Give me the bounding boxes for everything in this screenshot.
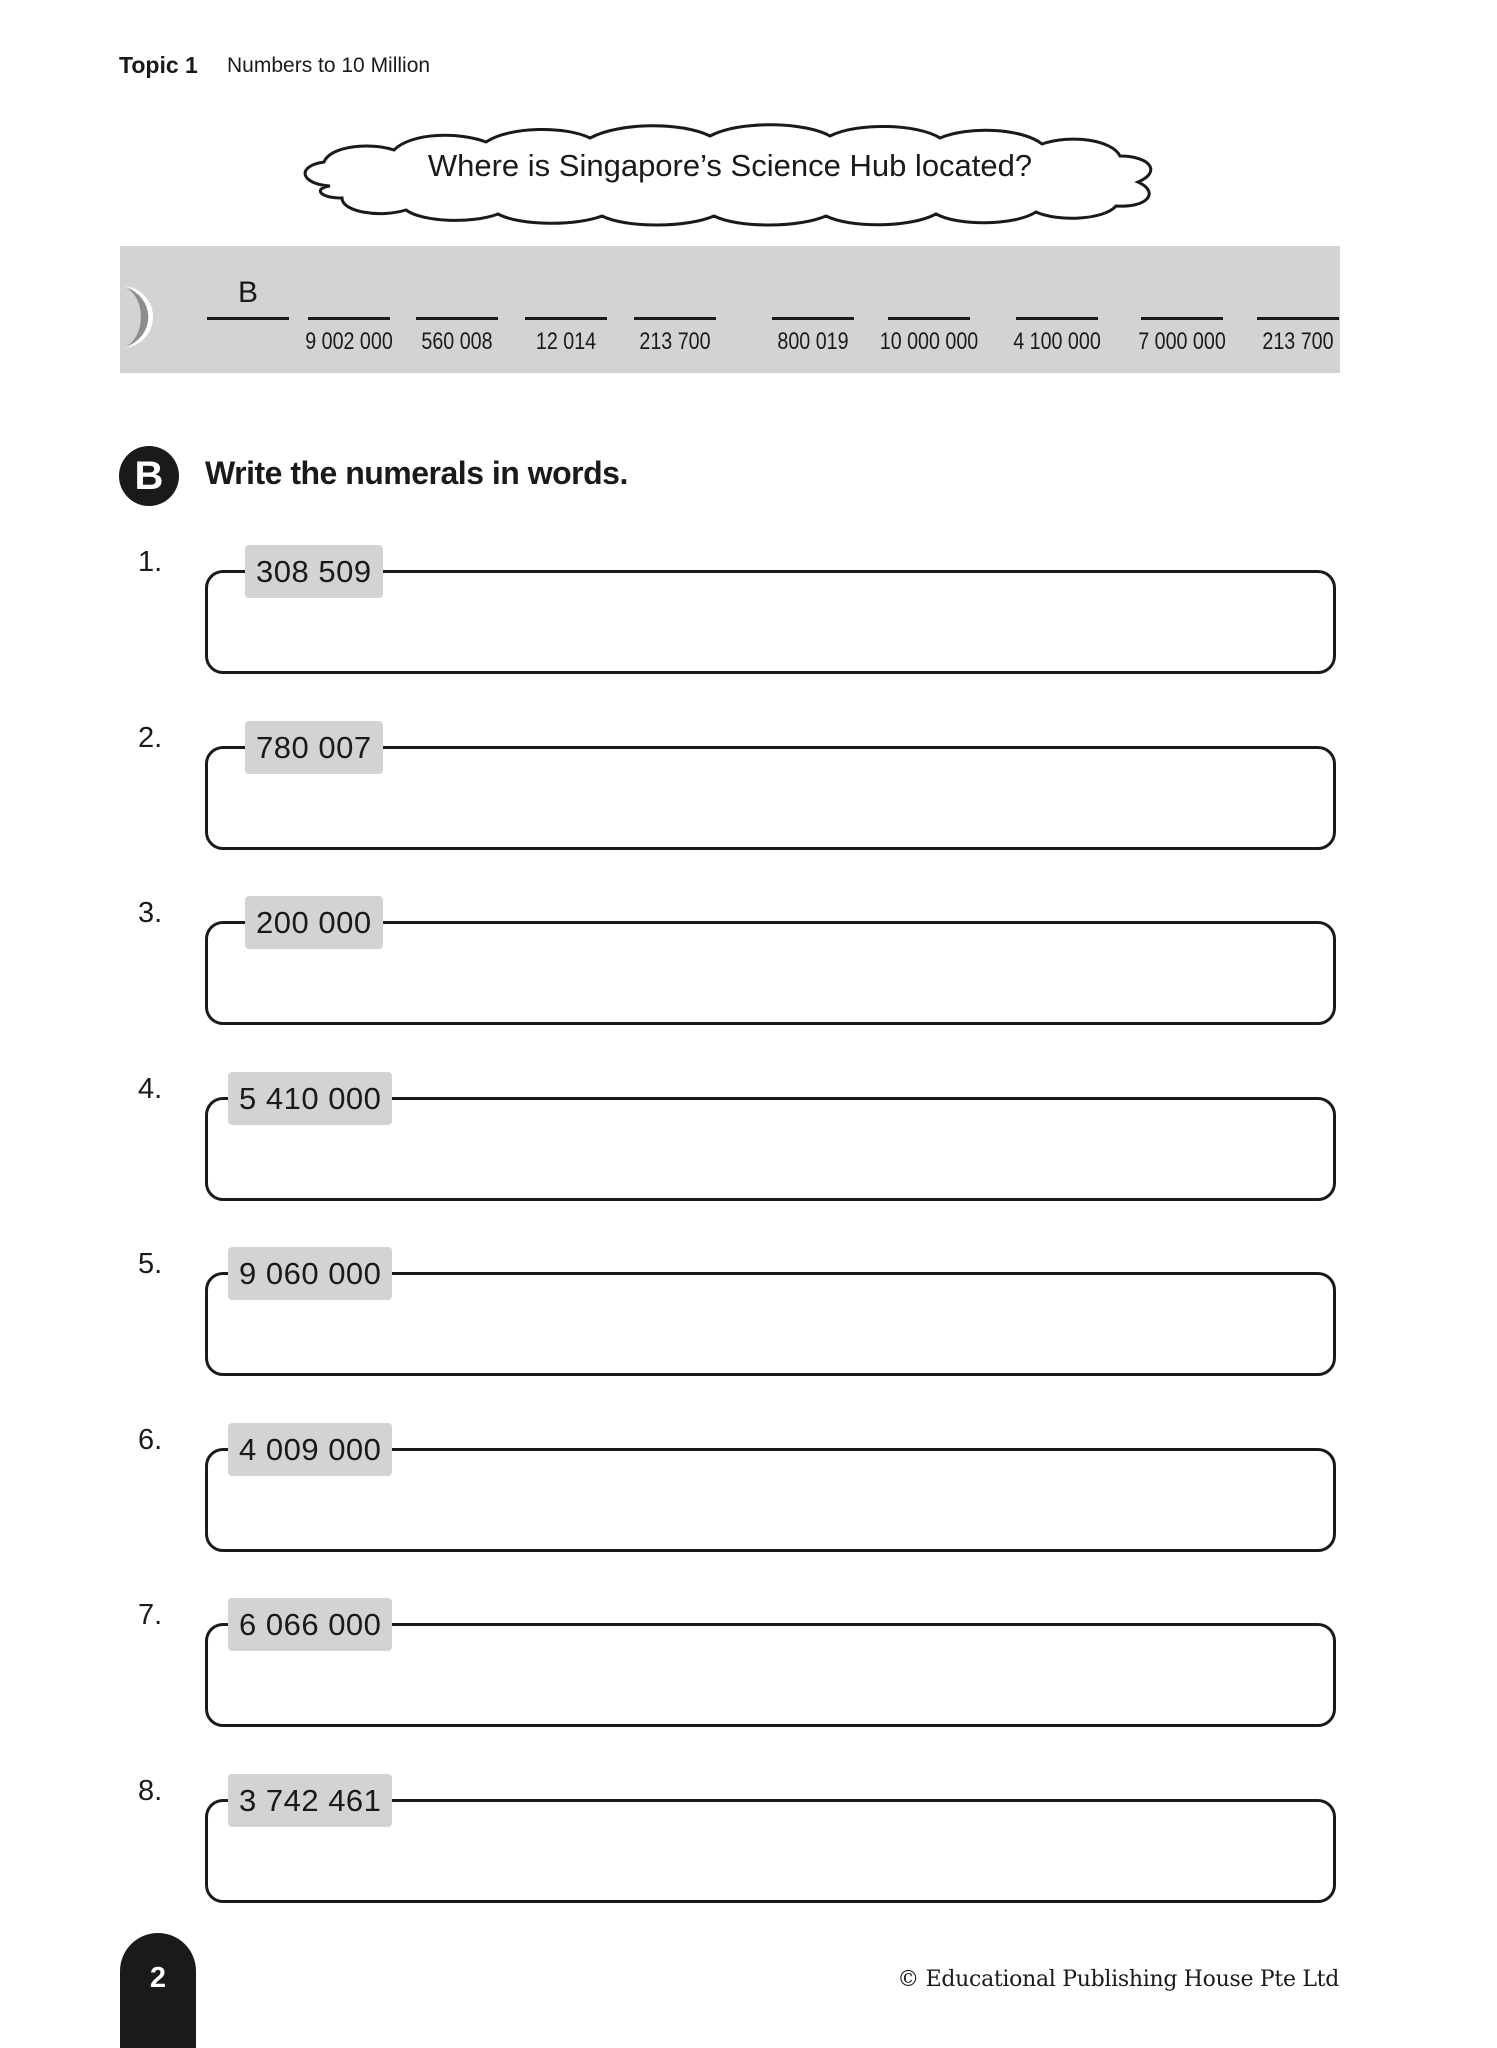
answer-blank[interactable]	[634, 317, 716, 320]
blank-number: 9 002 000	[305, 328, 393, 355]
numeral-label: 6 066 000	[228, 1598, 392, 1651]
numeral-label: 200 000	[245, 896, 383, 949]
question-number: 6.	[138, 1423, 163, 1456]
section-badge: B	[119, 446, 179, 506]
blank-number: 7 000 000	[1138, 328, 1226, 355]
answer-blank[interactable]	[1257, 317, 1339, 320]
blank-number: 213 700	[1262, 328, 1334, 355]
blank-number: 800 019	[777, 328, 849, 355]
numeral-label: 4 009 000	[228, 1423, 392, 1476]
numeral-label: 308 509	[245, 545, 383, 598]
question-number: 1.	[138, 546, 163, 578]
answer-blank[interactable]	[1016, 317, 1098, 320]
blank-number: 10 000 000	[879, 328, 979, 355]
answer-blank[interactable]	[308, 317, 390, 320]
copyright: © Educational Publishing House Pte Ltd	[897, 1967, 1339, 1992]
question-number: 2.	[138, 721, 163, 754]
numeral-label: 9 060 000	[228, 1247, 392, 1300]
answer-blank[interactable]	[525, 317, 607, 320]
question-number: 8.	[138, 1774, 163, 1807]
numeral-label: 3 742 461	[228, 1774, 392, 1827]
numeral-label: 780 007	[245, 721, 383, 774]
blank-letter: B	[237, 276, 258, 309]
question-number: 5.	[138, 1248, 163, 1280]
answer-blank[interactable]	[888, 317, 970, 320]
numeral-label: 5 410 000	[228, 1072, 392, 1125]
section-instruction: Write the numerals in words.	[205, 455, 628, 491]
question-number: 3.	[138, 897, 163, 929]
page-number: 2	[149, 1962, 167, 1994]
blank-number: 560 008	[421, 328, 493, 355]
topic-label: Topic 1	[119, 52, 198, 78]
blank-number: 4 100 000	[1013, 328, 1101, 355]
answer-blank[interactable]	[772, 317, 854, 320]
riddle-question: Where is Singapore’s Science Hub located?	[427, 148, 1033, 183]
topic-name: Numbers to 10 Million	[227, 54, 431, 77]
answer-blank[interactable]	[207, 317, 289, 320]
answer-blank[interactable]	[1141, 317, 1223, 320]
crescent-moon-icon	[116, 284, 160, 350]
question-number: 7.	[138, 1599, 163, 1631]
blank-number: 12 014	[535, 328, 597, 355]
question-number: 4.	[138, 1072, 163, 1105]
answer-blank[interactable]	[416, 317, 498, 320]
blank-number: 213 700	[639, 328, 711, 355]
